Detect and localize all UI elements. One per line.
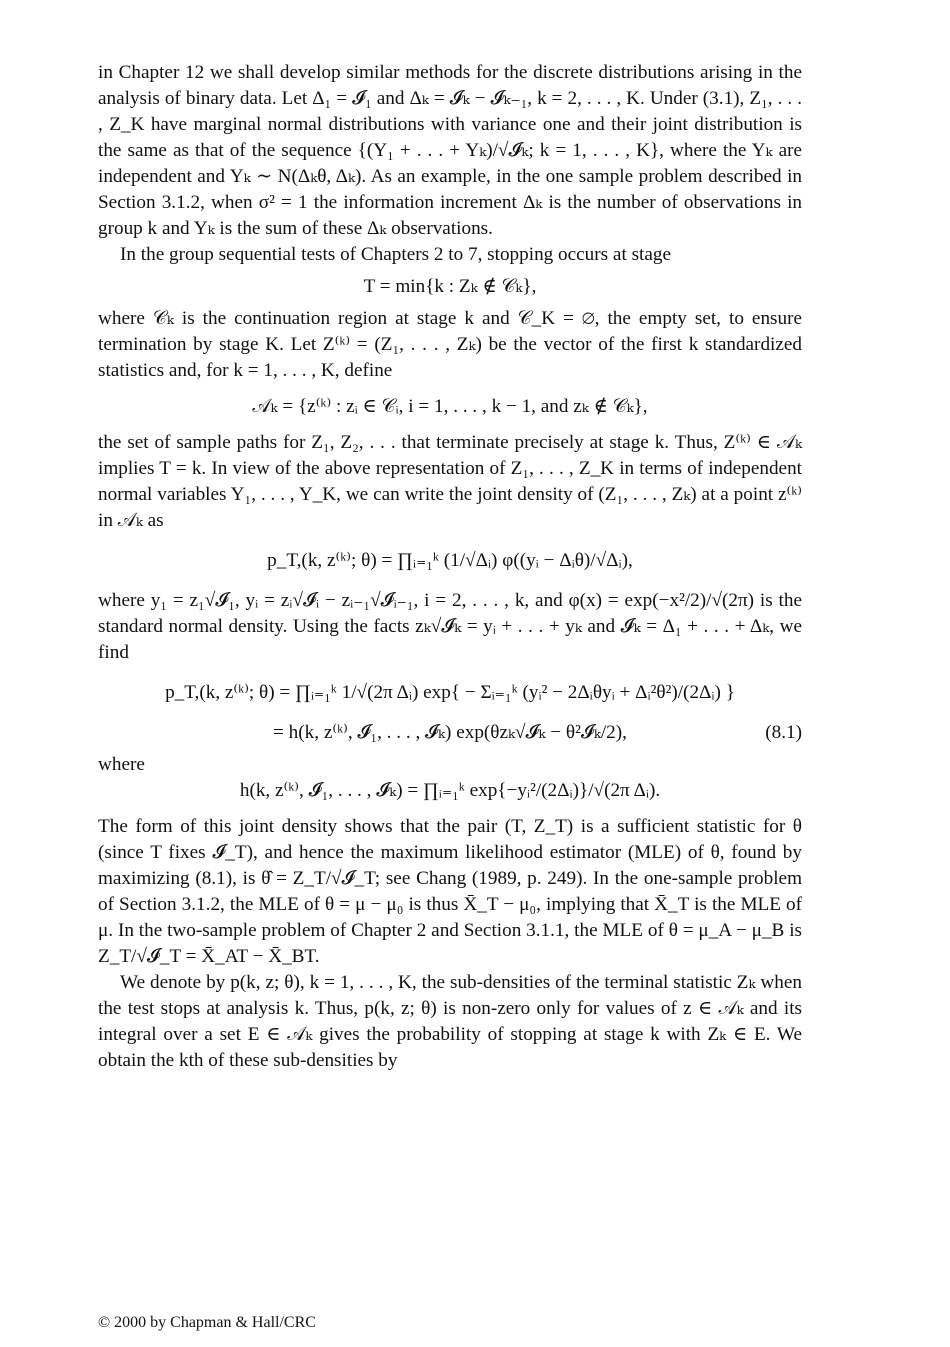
equation-joint-density: p_T,(k, z⁽ᵏ⁾; θ) = ∏ᵢ₌₁ᵏ (1/√Δᵢ) φ((yᵢ − Δᵢθ)/√Δᵢ),: [267, 550, 633, 571]
copyright-footer: © 2000 by Chapman & Hall/CRC: [98, 1314, 316, 1331]
paragraph-2: In the group sequential tests of Chapters 2 to 7, stopping occurs at stage: [120, 244, 671, 265]
equation-density-expanded: p_T,(k, z⁽ᵏ⁾; θ) = ∏ᵢ₌₁ᵏ 1/√(2π Δᵢ) exp{ − Σᵢ₌₁ᵏ (yᵢ² − 2Δᵢθyᵢ + Δᵢ²θ²)/(2Δᵢ) }: [165, 682, 735, 703]
equation-8-1: = h(k, z⁽ᵏ⁾, 𝓘₁, . . . , 𝓘ₖ) exp(θzₖ√𝓘ₖ − θ²𝓘ₖ/2),: [273, 722, 627, 743]
paragraph-7: We denote by p(k, z; θ), k = 1, . . . , K, the sub-densities of the terminal statistic Zₖ when the test stops at analysis k. Thus, p(k, z; θ) is non-zero only for values of z ∈ 𝒜ₖ and its integral over a set E ∈ 𝒜ₖ gives the probability of stopping at stage k with Zₖ ∈ E. We obtain the kth of these sub-densities by: [98, 972, 802, 1071]
paragraph-6: The form of this joint density shows that the pair (T, Z_T) is a sufficient statistic for θ (since T fixes 𝓘_T), and hence the maximum likelihood estimator (MLE) of θ, found by maximizing (8.1), is θ̂ = Z_T/√𝓘_T; see Chang (1989, p. 249). In the one-sample problem of Section 3.1.2, the MLE of θ = μ − μ₀ is thus X̄_T − μ₀, implying that X̄_T is the MLE of μ. In the two-sample problem of Chapter 2 and Section 3.1.1, the MLE of θ = μ_A − μ_B is Z_T/√𝓘_T = X̄_AT − X̄_BT.: [98, 816, 802, 967]
where-label: where: [98, 754, 145, 775]
equation-8-1-row: [98, 720, 802, 746]
equation-stopping-time: T = min{k : Zₖ ∉ 𝒞ₖ},: [363, 276, 537, 297]
paragraph-3: where 𝒞ₖ is the continuation region at stage k and 𝒞_K = ∅, the empty set, to ensure termination by stage K. Let Z⁽ᵏ⁾ = (Z₁, . . . , Zₖ) be the vector of the first k standardized statistics and, for k = 1, . . . , K, define: [98, 308, 802, 381]
paragraph-4: the set of sample paths for Z₁, Z₂, . . . that terminate precisely at stage k. Thus, Z⁽ᵏ⁾ ∈ 𝒜ₖ implies T = k. In view of the above representation of Z₁, . . . , Z_K in terms of independent normal variables Y₁, . . . , Y_K, we can write the joint density of (Z₁, . . . , Zₖ) at a point z⁽ᵏ⁾ in 𝒜ₖ as: [98, 432, 802, 531]
page-body: [98, 60, 802, 1074]
equation-number: (8.1): [765, 722, 802, 743]
equation-h: h(k, z⁽ᵏ⁾, 𝓘₁, . . . , 𝓘ₖ) = ∏ᵢ₌₁ᵏ exp{−yᵢ²/(2Δᵢ)}/√(2π Δᵢ).: [239, 780, 661, 801]
paragraph-5: where y₁ = z₁√𝓘₁, yᵢ = zᵢ√𝓘ᵢ − zᵢ₋₁√𝓘ᵢ₋₁, i = 2, . . . , k, and φ(x) = exp(−x²/2)/√(2π) is the standard normal density. Using the facts zₖ√𝓘ₖ = yᵢ + . . . + yₖ and 𝓘ₖ = Δ₁ + . . . + Δₖ, we find: [98, 590, 802, 663]
equation-sample-paths: 𝒜ₖ = {z⁽ᵏ⁾ : zᵢ ∈ 𝒞ᵢ, i = 1, . . . , k − 1, and zₖ ∉ 𝒞ₖ},: [252, 396, 648, 417]
paragraph-1: in Chapter 12 we shall develop similar methods for the discrete distributions arising in the analysis of binary data. Let Δ₁ = 𝓘₁ and Δₖ = 𝓘ₖ − 𝓘ₖ₋₁, k = 2, . . . , K. Under (3.1), Z₁, . . . , Z_K have marginal normal distributions with variance one and their joint distribution is the same as that of the sequence {(Y₁ + . . . + Yₖ)/√𝓘ₖ; k = 1, . . . , K}, where the Yₖ are independent and Yₖ ∼ N(Δₖθ, Δₖ). As an example, in the one sample problem described in Section 3.1.2, when σ² = 1 the information increment Δₖ is the number of observations in group k and Yₖ is the sum of these Δₖ observations.: [98, 62, 802, 239]
